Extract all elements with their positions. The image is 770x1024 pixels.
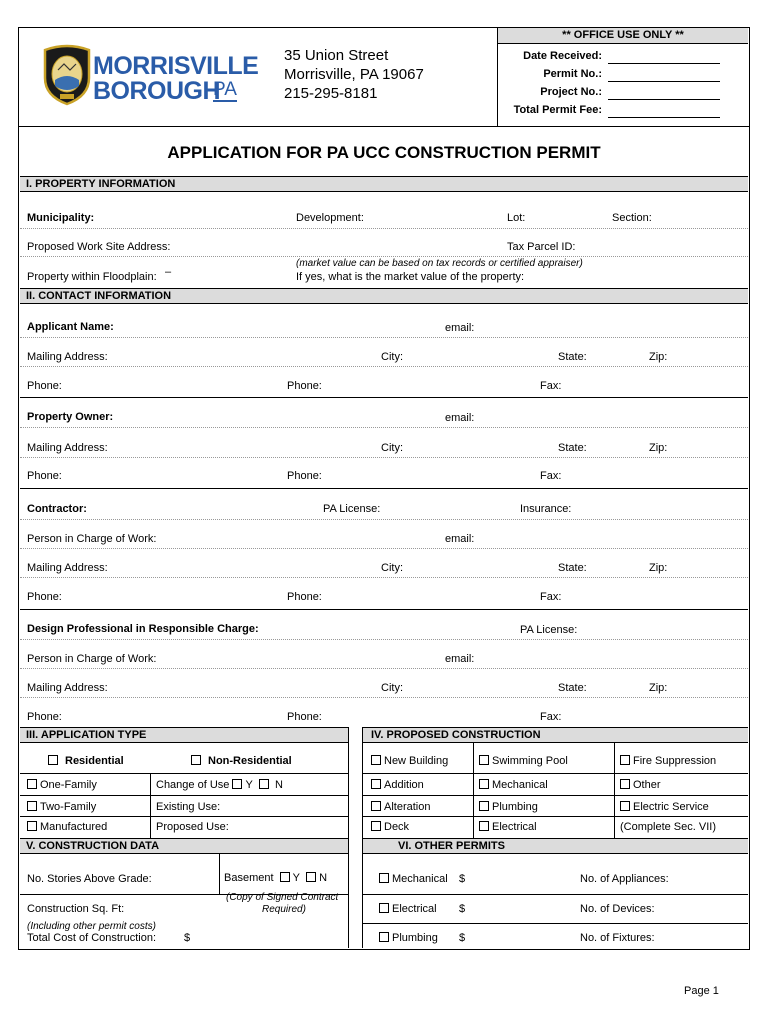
owner-phone-label: Phone:: [27, 470, 62, 482]
applicant-name-label: Applicant Name:: [27, 321, 114, 333]
mech-permit-checkbox[interactable]: [379, 873, 389, 883]
change-use-no-checkbox[interactable]: [259, 779, 269, 789]
applicant-mailing-label: Mailing Address:: [27, 351, 108, 363]
contractor-fax-label: Fax:: [540, 591, 562, 603]
design-license-label: PA License:: [520, 624, 578, 636]
addition-checkbox[interactable]: [371, 779, 381, 789]
contractor-phone2-label: Phone:: [287, 591, 322, 603]
existing-use-label: Existing Use:: [156, 801, 221, 813]
design-zip-label: Zip:: [649, 682, 668, 694]
permit-no-field[interactable]: [608, 81, 720, 82]
mech-permit-option[interactable]: [379, 873, 448, 885]
tax-parcel-label: Tax Parcel ID:: [507, 241, 576, 253]
contractor-phone-label: Phone:: [27, 591, 62, 603]
page-number: Page 1: [684, 985, 719, 997]
mechanical-checkbox[interactable]: [479, 779, 489, 789]
devices-label: No. of Devices:: [580, 903, 655, 915]
date-received-field[interactable]: [608, 63, 720, 64]
elec-permit-label: Electrical: [392, 903, 437, 915]
applicant-zip-label: Zip:: [649, 351, 668, 363]
office-phone: 215-295-8181: [284, 85, 378, 102]
project-no-field[interactable]: [608, 99, 720, 100]
deck-label: Deck: [384, 821, 410, 833]
contractor-state-label: State:: [558, 562, 587, 574]
mech-dollar: $: [459, 873, 466, 885]
non-residential-option[interactable]: [191, 755, 292, 767]
owner-city-label: City:: [381, 442, 403, 454]
plumb-permit-checkbox[interactable]: [379, 932, 389, 942]
plumb-dollar: $: [459, 932, 466, 944]
contractor-license-label: PA License:: [323, 503, 381, 515]
date-received-label: Date Received:: [523, 50, 602, 62]
owner-phone2-label: Phone:: [287, 470, 322, 482]
applicant-phone-label: Phone:: [27, 380, 62, 392]
alteration-label: Alteration: [384, 801, 431, 813]
municipality-label: Municipality:: [27, 212, 95, 224]
plumbing-label: Plumbing: [492, 801, 538, 813]
design-city-label: City:: [381, 682, 403, 694]
applicant-email-label: email:: [445, 322, 475, 334]
worksite-address-label: Proposed Work Site Address:: [27, 241, 171, 253]
applicant-state-label: State:: [558, 351, 587, 363]
elec-permit-option[interactable]: [379, 903, 437, 915]
section-application-type: III. APPLICATION TYPE: [20, 727, 348, 743]
elec-dollar: $: [459, 903, 466, 915]
addition-label: Addition: [384, 779, 424, 791]
design-state-label: State:: [558, 682, 587, 694]
one-family-option[interactable]: [27, 779, 97, 791]
change-use-yes-checkbox[interactable]: [232, 779, 242, 789]
mech-permit-label: Mechanical: [392, 873, 448, 885]
basement-field: Basement Y N: [224, 872, 328, 884]
swimming-pool-option[interactable]: [479, 755, 568, 767]
two-family-option[interactable]: [27, 801, 96, 813]
project-no-label: Project No.:: [540, 86, 602, 98]
plumb-permit-option[interactable]: [379, 932, 438, 944]
contractor-city-label: City:: [381, 562, 403, 574]
alteration-checkbox[interactable]: [371, 801, 381, 811]
section-label: Section:: [612, 212, 652, 224]
design-phone2-label: Phone:: [287, 711, 322, 723]
basement-no-checkbox[interactable]: [306, 872, 316, 882]
electric-service-label: Electric Service: [633, 801, 709, 813]
including-costs-note: (Including other permit costs): [27, 921, 156, 932]
manufactured-checkbox[interactable]: [27, 821, 37, 831]
elec-permit-checkbox[interactable]: [379, 903, 389, 913]
stories-label: No. Stories Above Grade:: [27, 873, 152, 885]
office-address-line1: 35 Union Street: [284, 47, 389, 64]
brand-name-line1: MORRISVILLE: [93, 52, 259, 80]
other-label: Other: [633, 779, 661, 791]
electrical-option[interactable]: [479, 821, 537, 833]
contractor-label: Contractor:: [27, 503, 87, 515]
change-of-use-text: Change of Use: [156, 779, 230, 791]
design-professional-label: Design Professional in Responsible Charge:: [27, 623, 259, 635]
manufactured-label: Manufactured: [40, 821, 108, 833]
fire-suppression-option[interactable]: [620, 755, 716, 767]
section-proposed-construction: IV. PROPOSED CONSTRUCTION: [363, 727, 748, 743]
floodplain-label: Property within Floodplain:: [27, 271, 157, 283]
office-address-line2: Morrisville, PA 19067: [284, 66, 424, 83]
brand-name-line2: BOROUGH: [93, 77, 221, 105]
permit-no-label: Permit No.:: [543, 68, 602, 80]
form-title: APPLICATION FOR PA UCC CONSTRUCTION PERMIT: [167, 143, 601, 162]
design-person-label: Person in Charge of Work:: [27, 653, 157, 665]
swimming-pool-checkbox[interactable]: [479, 755, 489, 765]
swimming-pool-label: Swimming Pool: [492, 755, 568, 767]
section-property-information: I. PROPERTY INFORMATION: [20, 176, 748, 192]
change-use-yes-label: Y: [245, 779, 253, 791]
electric-service-option[interactable]: [620, 801, 709, 813]
electrical-checkbox[interactable]: [479, 821, 489, 831]
applicant-fax-label: Fax:: [540, 380, 562, 392]
contractor-mailing-label: Mailing Address:: [27, 562, 108, 574]
floodplain-field[interactable]: –: [165, 266, 172, 278]
applicant-city-label: City:: [381, 351, 403, 363]
other-checkbox[interactable]: [620, 779, 630, 789]
sqft-label: Construction Sq. Ft:: [27, 903, 125, 915]
change-use-no-label: N: [274, 779, 283, 791]
office-use-title: ** OFFICE USE ONLY **: [498, 28, 748, 44]
one-family-checkbox[interactable]: [27, 779, 37, 789]
total-permit-fee-label: Total Permit Fee:: [513, 104, 602, 116]
total-cost-dollar: $: [184, 932, 191, 944]
borough-seal-logo: [42, 44, 92, 109]
deck-option[interactable]: [371, 821, 409, 833]
section-contact-information: II. CONTACT INFORMATION: [20, 288, 748, 304]
deck-checkbox[interactable]: [371, 821, 381, 831]
appliances-label: No. of Appliances:: [580, 873, 669, 885]
change-of-use-label: [156, 779, 283, 791]
market-value-note: (market value can be based on tax records or certified appraiser): [296, 258, 583, 269]
new-building-option[interactable]: [371, 755, 448, 767]
fixtures-label: No. of Fixtures:: [580, 932, 655, 944]
plumbing-option[interactable]: [479, 801, 538, 813]
non-residential-label: Non-Residential: [208, 755, 292, 767]
owner-email-label: email:: [445, 412, 475, 424]
design-fax-label: Fax:: [540, 711, 562, 723]
one-family-label: One-Family: [40, 779, 97, 791]
other-option[interactable]: [620, 779, 661, 791]
alteration-option[interactable]: [371, 801, 430, 813]
section-other-permits: VI. OTHER PERMITS: [363, 838, 748, 854]
lot-label: Lot:: [507, 212, 526, 224]
manufactured-option[interactable]: [27, 821, 107, 833]
fire-suppression-label: Fire Suppression: [633, 755, 717, 767]
owner-fax-label: Fax:: [540, 470, 562, 482]
mechanical-label: Mechanical: [492, 779, 548, 791]
basement-yes-checkbox[interactable]: [280, 872, 290, 882]
design-mailing-label: Mailing Address:: [27, 682, 108, 694]
contractor-email-label: email:: [445, 533, 475, 545]
mechanical-option[interactable]: [479, 779, 548, 791]
complete-sec-vii-note: (Complete Sec. VII): [620, 821, 716, 833]
electrical-label: Electrical: [492, 821, 537, 833]
addition-option[interactable]: [371, 779, 424, 791]
non-residential-checkbox[interactable]: [191, 755, 201, 765]
residential-checkbox[interactable]: [48, 755, 58, 765]
applicant-phone2-label: Phone:: [287, 380, 322, 392]
total-cost-label: Total Cost of Construction:: [27, 932, 157, 944]
contract-note-line1: (Copy of Signed Contract: [226, 892, 339, 903]
basement-label: Basement: [224, 872, 274, 884]
residential-label: Residential: [65, 755, 124, 767]
property-owner-label: Property Owner:: [27, 411, 114, 423]
new-building-checkbox[interactable]: [371, 755, 381, 765]
owner-mailing-label: Mailing Address:: [27, 442, 108, 454]
contract-note-line2: Required): [262, 904, 306, 915]
owner-zip-label: Zip:: [649, 442, 668, 454]
two-family-label: Two-Family: [40, 801, 97, 813]
contractor-person-label: Person in Charge of Work:: [27, 533, 157, 545]
proposed-use-label: Proposed Use:: [156, 821, 229, 833]
contractor-zip-label: Zip:: [649, 562, 668, 574]
fire-suppression-checkbox[interactable]: [620, 755, 630, 765]
two-family-checkbox[interactable]: [27, 801, 37, 811]
new-building-label: New Building: [384, 755, 449, 767]
owner-state-label: State:: [558, 442, 587, 454]
plumbing-checkbox[interactable]: [479, 801, 489, 811]
section-construction-data: V. CONSTRUCTION DATA: [20, 838, 348, 854]
design-email-label: email:: [445, 653, 475, 665]
plumb-permit-label: Plumbing: [392, 932, 438, 944]
design-phone-label: Phone:: [27, 711, 62, 723]
development-label: Development:: [296, 212, 364, 224]
market-value-question: If yes, what is the market value of the property:: [296, 271, 525, 283]
brand-state: PA: [213, 79, 237, 100]
contractor-insurance-label: Insurance:: [520, 503, 572, 515]
residential-option[interactable]: [48, 755, 124, 767]
total-permit-fee-field[interactable]: [608, 117, 720, 118]
electric-service-checkbox[interactable]: [620, 801, 630, 811]
